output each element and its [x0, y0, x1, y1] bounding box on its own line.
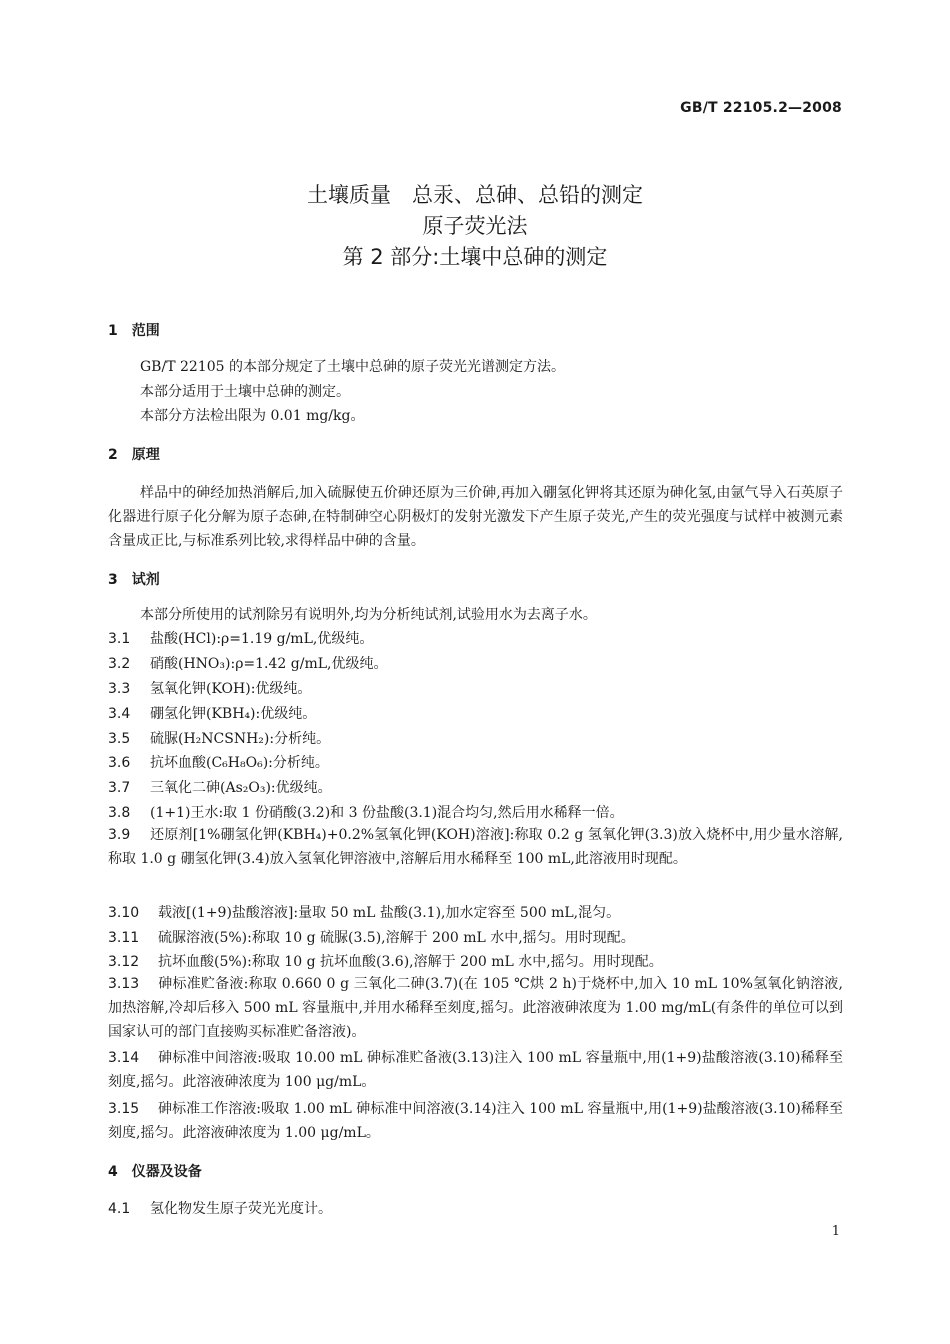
reagent-item: [108, 752, 329, 772]
item-number: 3.3: [108, 681, 131, 697]
item-number: 3.11: [108, 930, 140, 946]
reagent-item: [108, 927, 635, 947]
reagent-item: [108, 777, 332, 797]
item-text: 三氧化二砷(As₂O₃):优级纯。: [150, 780, 332, 796]
item-number: 3.7: [108, 780, 131, 796]
item-number: 3.2: [108, 656, 131, 672]
item-number: 3.13: [108, 976, 140, 992]
item-number: 4.1: [108, 1201, 131, 1217]
reagent-item: [108, 1097, 843, 1145]
title-line-2: 原子荧光法: [422, 214, 528, 238]
item-number: 3.12: [108, 954, 140, 970]
reagent-item: [108, 1046, 843, 1094]
item-number: 3.5: [108, 731, 131, 747]
reagent-item: [108, 678, 311, 698]
reagent-item: [108, 628, 373, 648]
scope-paragraph-2: 本部分适用于土壤中总砷的测定。: [140, 384, 350, 400]
item-number: 3.8: [108, 805, 131, 821]
section-heading-reagents: 3 试剂: [108, 572, 160, 588]
reagent-item: [108, 653, 387, 673]
item-text: 还原剂[1%硼氢化钾(KBH₄)+0.2%氢氧化钾(KOH)溶液]:称取 0.2 g 氢氧化钾(3.3)放入烧杯中,用少量水溶解,称取 1.0 g 硼氢化钾(3.4)放入氢氧化钾溶液中,溶解后用水稀释至 100 mL,此溶液用时现配。: [108, 827, 843, 867]
section-heading-apparatus: 4 仪器及设备: [108, 1164, 202, 1180]
item-text: 硼氢化钾(KBH₄):优级纯。: [150, 706, 317, 722]
scope-paragraph-3: 本部分方法检出限为 0.01 mg/kg。: [140, 408, 365, 424]
item-text: 抗坏血酸(C₆H₈O₆):分析纯。: [150, 755, 329, 771]
item-text: (1+1)王水:取 1 份硝酸(3.2)和 3 份盐酸(3.1)混合均匀,然后用水稀释一倍。: [150, 805, 624, 821]
reagent-item: [108, 802, 624, 822]
reagent-item: [108, 703, 316, 723]
reagent-item: [108, 951, 663, 971]
item-text: 硝酸(HNO₃):ρ=1.42 g/mL,优级纯。: [150, 656, 388, 672]
apparatus-item: [108, 1198, 332, 1218]
reagent-item: [108, 823, 843, 871]
reagent-item: [108, 902, 620, 922]
item-number: 3.4: [108, 706, 131, 722]
item-number: 3.9: [108, 827, 131, 843]
item-text: 硫脲溶液(5%):称取 10 g 硫脲(3.5),溶解于 200 mL 水中,摇匀。用时现配。: [158, 930, 635, 946]
reagent-item: [108, 728, 330, 748]
item-text: 抗坏血酸(5%):称取 10 g 抗坏血酸(3.6),溶解于 200 mL 水中,摇匀。用时现配。: [158, 954, 663, 970]
standard-number: GB/T 22105.2—2008: [680, 100, 842, 116]
section-heading-principle: 2 原理: [108, 447, 160, 463]
item-number: 3.1: [108, 631, 131, 647]
scope-paragraph-1: GB/T 22105 的本部分规定了土壤中总砷的原子荧光光谱测定方法。: [140, 359, 565, 375]
reagent-item: [108, 972, 843, 1044]
title-line-1: 土壤质量 总汞、总砷、总铅的测定: [307, 183, 643, 207]
item-text: 硫脲(H₂NCSNH₂):分析纯。: [150, 731, 331, 747]
document-title: [0, 180, 950, 273]
item-text: 载液[(1+9)盐酸溶液]:量取 50 mL 盐酸(3.1),加水定容至 500 mL,混匀。: [158, 905, 621, 921]
item-number: 3.14: [108, 1050, 140, 1066]
item-text: 盐酸(HCl):ρ=1.19 g/mL,优级纯。: [150, 631, 374, 647]
principle-paragraph: 样品中的砷经加热消解后,加入硫脲使五价砷还原为三价砷,再加入硼氢化钾将其还原为砷化氢,由氩气导入石英原子化器进行原子化分解为原子态砷,在特制砷空心阴极灯的发射光激发下产生原子荧光,产生的荧光强度与试样中被测元素含量成正比,与标准系列比较,求得样品中砷的含量。: [108, 485, 843, 549]
item-number: 3.10: [108, 905, 140, 921]
reagents-intro: 本部分所使用的试剂除另有说明外,均为分析纯试剂,试验用水为去离子水。: [140, 607, 597, 623]
item-text: 氢氧化钾(KOH):优级纯。: [150, 681, 312, 697]
item-text: 氢化物发生原子荧光光度计。: [150, 1201, 332, 1217]
page-number: 1: [831, 1224, 840, 1239]
item-text: 砷标准工作溶液:吸取 1.00 mL 砷标准中间溶液(3.14)注入 100 mL 容量瓶中,用(1+9)盐酸溶液(3.10)稀释至刻度,摇匀。此溶液砷浓度为 1.00 μg/mL。: [108, 1101, 843, 1141]
item-text: 砷标准中间溶液:吸取 10.00 mL 砷标准贮备液(3.13)注入 100 mL 容量瓶中,用(1+9)盐酸溶液(3.10)稀释至刻度,摇匀。此溶液砷浓度为 100 μg/mL。: [108, 1050, 843, 1090]
item-number: 3.15: [108, 1101, 140, 1117]
title-line-3: 第 2 部分:土壤中总砷的测定: [342, 245, 608, 269]
item-number: 3.6: [108, 755, 131, 771]
section-heading-scope: 1 范围: [108, 323, 160, 339]
item-text: 砷标准贮备液:称取 0.660 0 g 三氧化二砷(3.7)(在 105 ℃烘 2 h)于烧杯中,加入 10 mL 10%氢氧化钠溶液,加热溶解,冷却后移入 500 mL 容量瓶中,并用水稀释至刻度,摇匀。此溶液砷浓度为 1.00 mg/mL(有条件的单位可以到国家认可的部门直接购买标准贮备溶液)。: [108, 976, 843, 1040]
